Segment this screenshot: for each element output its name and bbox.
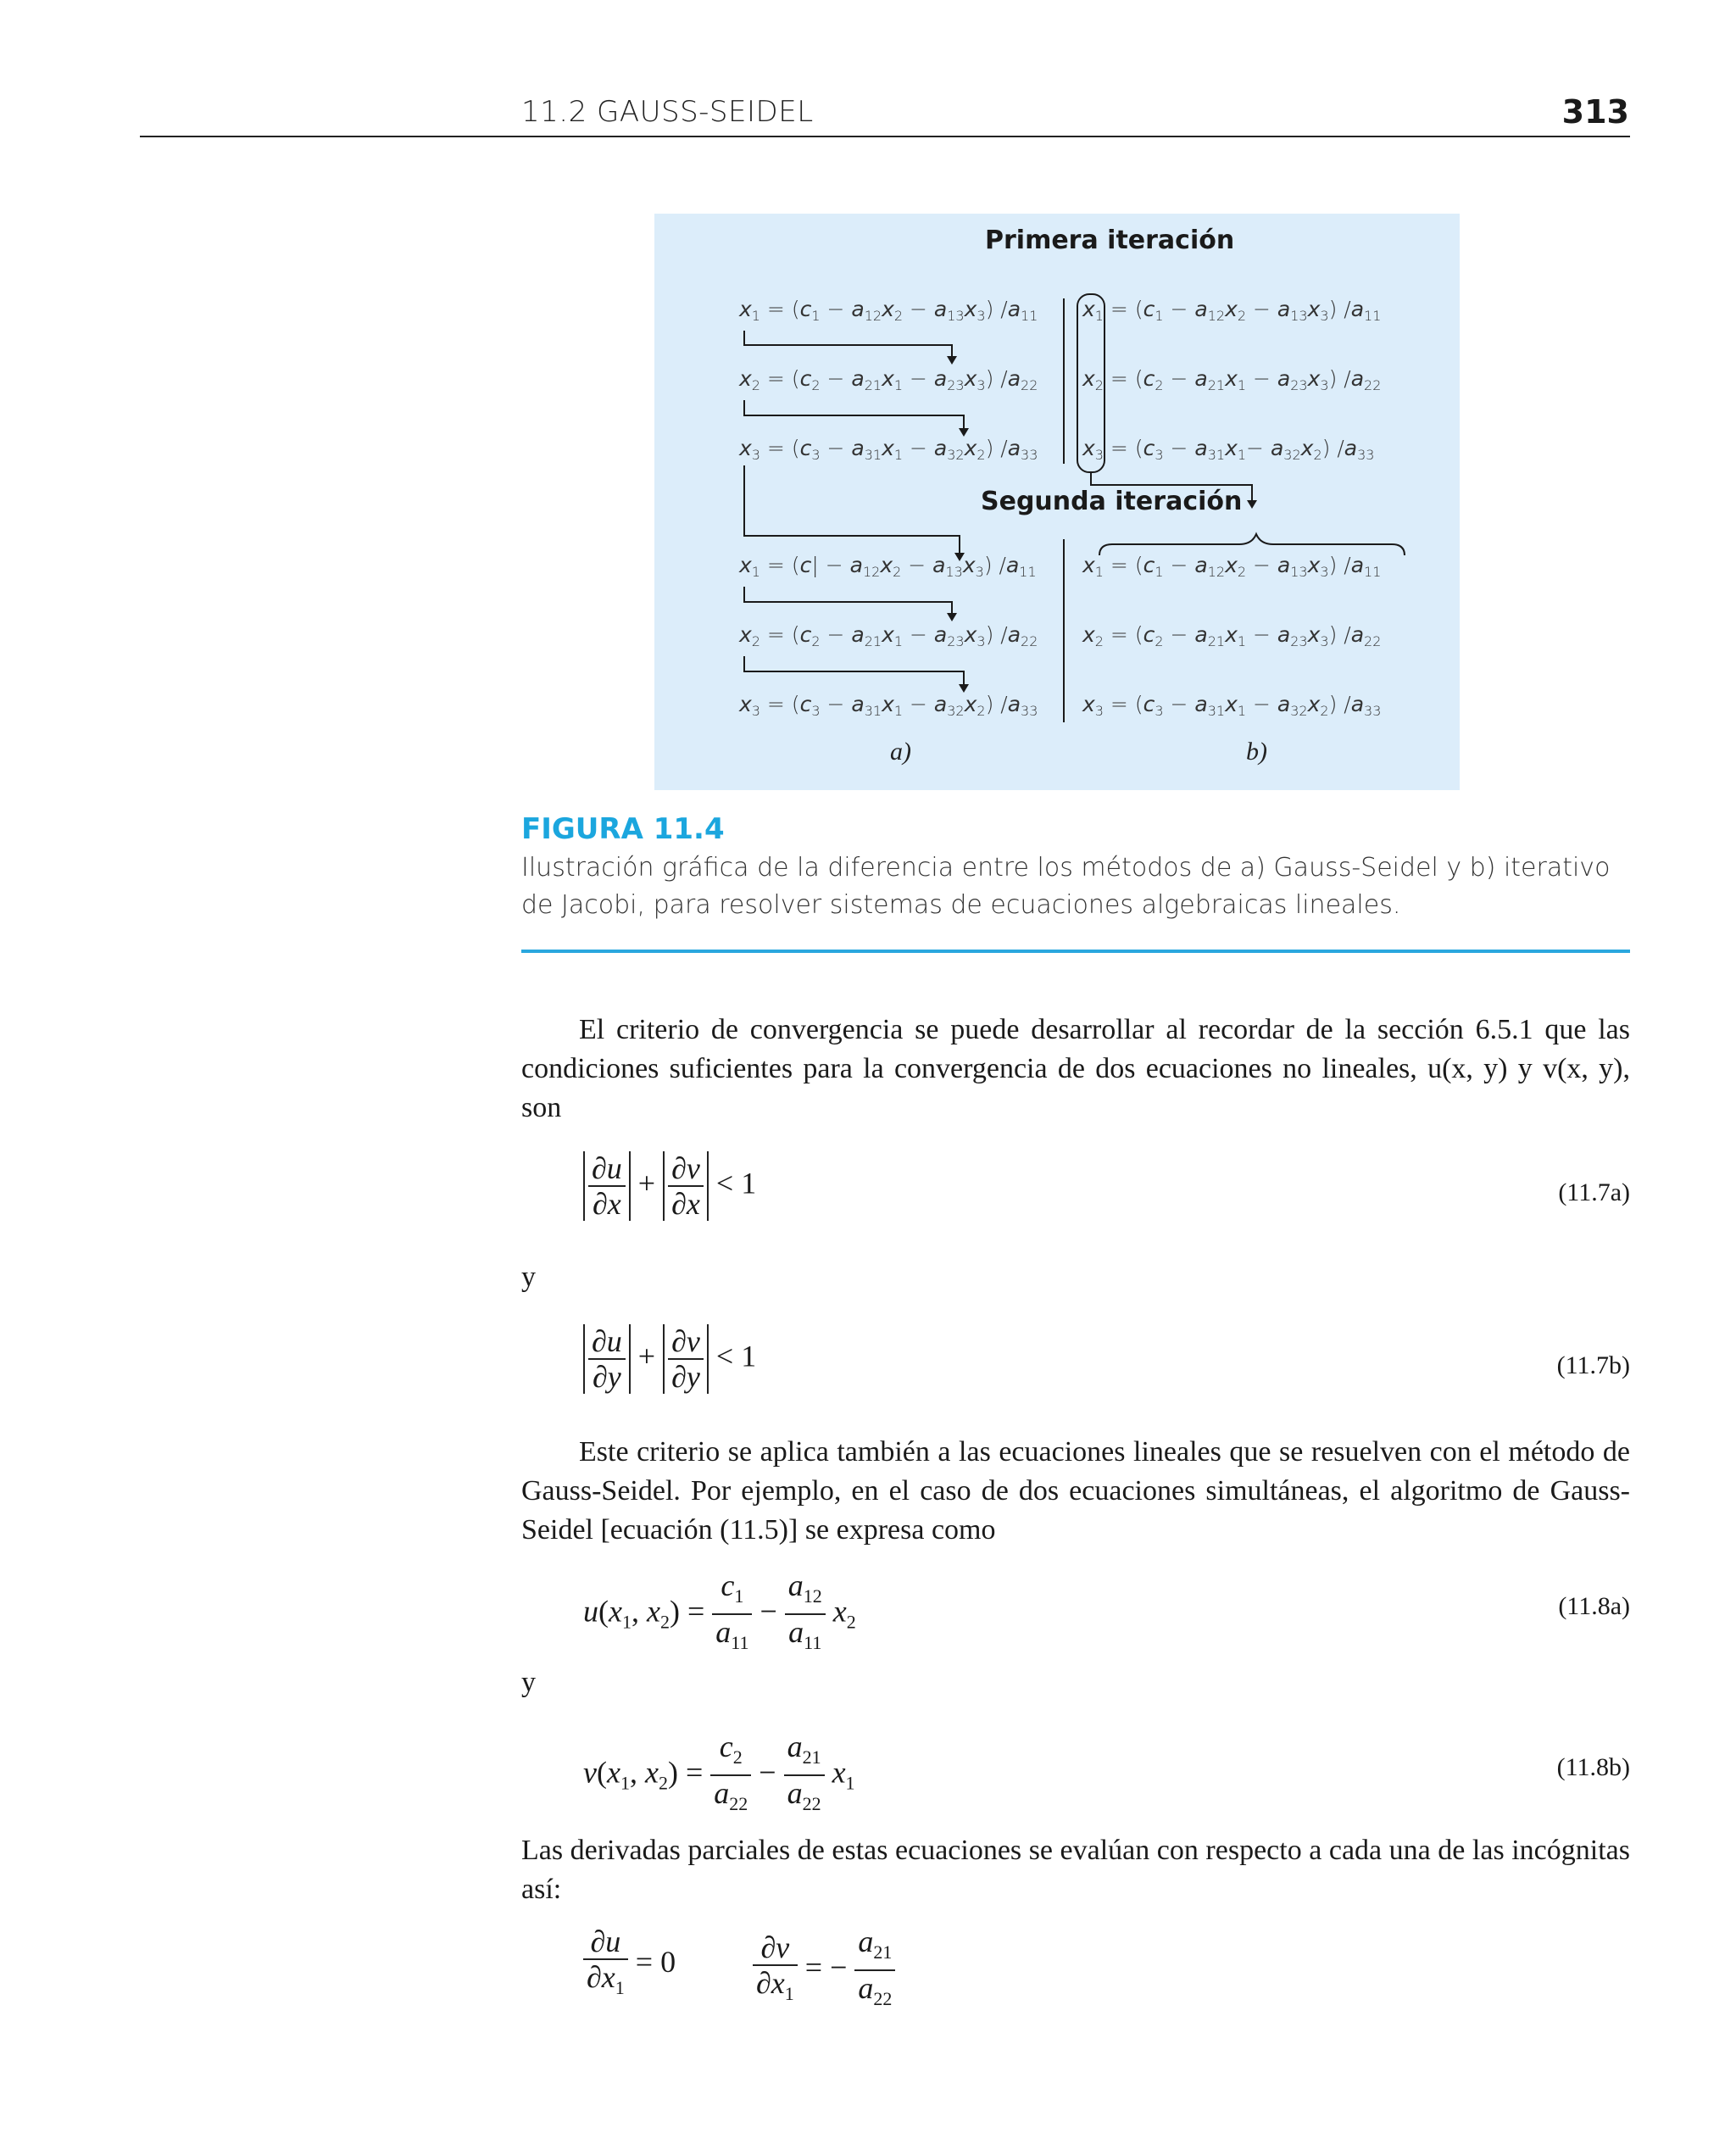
running-header-section: 11.2 GAUSS-SEIDEL	[521, 95, 814, 129]
conjunction-y-1: y	[521, 1262, 536, 1293]
figure-label-b: b)	[1246, 738, 1267, 766]
equation-dv-dx1: $\frac{\partial v}{\partial x_1}$ = − $\frac{a_{21}}{a_{22}}$	[753, 1924, 895, 2016]
page-number: 313	[1561, 93, 1629, 131]
eq-b1-x1: $x_1 = (c_1 - a_{12}x_2 - a_{13}x_3)$ $/a_{11}$	[1082, 297, 1382, 324]
figure-caption: Ilustración gráfica de la diferencia entre los métodos de a) Gauss-Seidel y b) iterativo de Jacobi, para resolver sistemas de ecuaciones algebraicas lineales.	[521, 853, 1611, 920]
eq-b2-x2: $x_2 = (c_2 - a_{21}x_1 - a_{23}x_3)$ $/a_{22}$	[1082, 622, 1382, 649]
eq-a2-x1: $x_1 = (c| - a_{12}x_2 - a_{13}x_3)$ $/a_{11}$	[739, 553, 1037, 580]
equation-du-dx1: $\frac{\partial u}{\partial x_1}$ = 0	[583, 1924, 676, 2005]
first-iteration-title: Primera iteración	[985, 226, 1235, 255]
eq-b1-x3: $x_3 = (c_3 - a_{31}x_1- a_{32}x_2)$ $/a_{33}$	[1082, 436, 1375, 463]
eq-b2-x1: $x_1 = (c_1 - a_{12}x_2 - a_{13}x_3)$ $/a_{11}$	[1082, 553, 1382, 580]
equation-number-11-8a: (11.8a)	[1558, 1592, 1630, 1620]
header-rule	[140, 136, 1630, 137]
eq-b2-x3: $x_3 = (c_3 - a_{31}x_1 - a_{32}x_2)$ $/a_{33}$	[1082, 692, 1382, 719]
equation-number-11-8b: (11.8b)	[1556, 1753, 1630, 1781]
equation-number-11-7b: (11.7b)	[1556, 1351, 1630, 1379]
caption-rule	[521, 950, 1630, 953]
eq-a1-x2: $x_2 = (c_2 - a_{21}x_1 - a_{23}x_3)$ $/a_{22}$	[739, 366, 1038, 393]
paragraph-convergence: El criterio de convergencia se puede desarrollar al recordar de la sección 6.5.1 que las condiciones suficientes para la convergencia de dos ecuaciones no lineales, u(x, y) y v(x, y), son	[521, 1014, 1630, 1123]
equation-number-11-7a: (11.7a)	[1558, 1178, 1630, 1206]
equation-11-8a: $u(x_1$, $x_2$) = $\frac{c_1}{a_{11}}$ − $\frac{a_{12}}{a_{11}}$ $x_2$	[583, 1568, 856, 1653]
eq-a2-x3: $x_3 = (c_3 - a_{31}x_1 - a_{32}x_2)$ $/a_{33}$	[739, 692, 1038, 719]
eq-a1-x3: $x_3 = (c_3 - a_{31}x_1 - a_{32}x_2)$ $/a_{33}$	[739, 436, 1038, 463]
paragraph-partial-derivatives: Las derivadas parciales de estas ecuaciones se evalúan con respecto a cada una de las incógnitas así:	[521, 1835, 1630, 1905]
figure-number: FIGURA 11.4	[521, 812, 725, 846]
figure-label-a: a)	[890, 738, 911, 766]
second-iteration-title: Segunda iteración	[981, 487, 1243, 516]
conjunction-y-2: y	[521, 1667, 536, 1698]
eq-a2-x2: $x_2 = (c_2 - a_{21}x_1 - a_{23}x_3)$ $/a_{22}$	[739, 622, 1038, 649]
eq-b1-x2: $x_2 = (c_2 - a_{21}x_1 - a_{23}x_3)$ $/a_{22}$	[1082, 366, 1382, 393]
equation-11-7a: $\frac{\partial u}{\partial x}$ + $\frac{\partial v}{\partial x}$ < 1	[583, 1151, 756, 1221]
paragraph-gauss-seidel: Este criterio se aplica también a las ecuaciones lineales que se resuelven con el método de Gauss-Seidel. Por ejemplo, en el caso de dos ecuaciones simultáneas, el algoritmo de Gauss-Seidel [ecuación (11.5)] se expresa como	[521, 1436, 1630, 1546]
figure-panel	[654, 214, 1460, 790]
equation-11-8b: $v(x_1$, $x_2$) = $\frac{c_2}{a_{22}}$ − $\frac{a_{21}}{a_{22}}$ $x_1$	[583, 1729, 855, 1814]
eq-a1-x1: $x_1 = (c_1 - a_{12}x_2 - a_{13}x_3)$ $/a_{11}$	[739, 297, 1038, 324]
equation-11-7b: $\frac{\partial u}{\partial y}$ + $\frac{\partial v}{\partial y}$ < 1	[583, 1324, 756, 1394]
